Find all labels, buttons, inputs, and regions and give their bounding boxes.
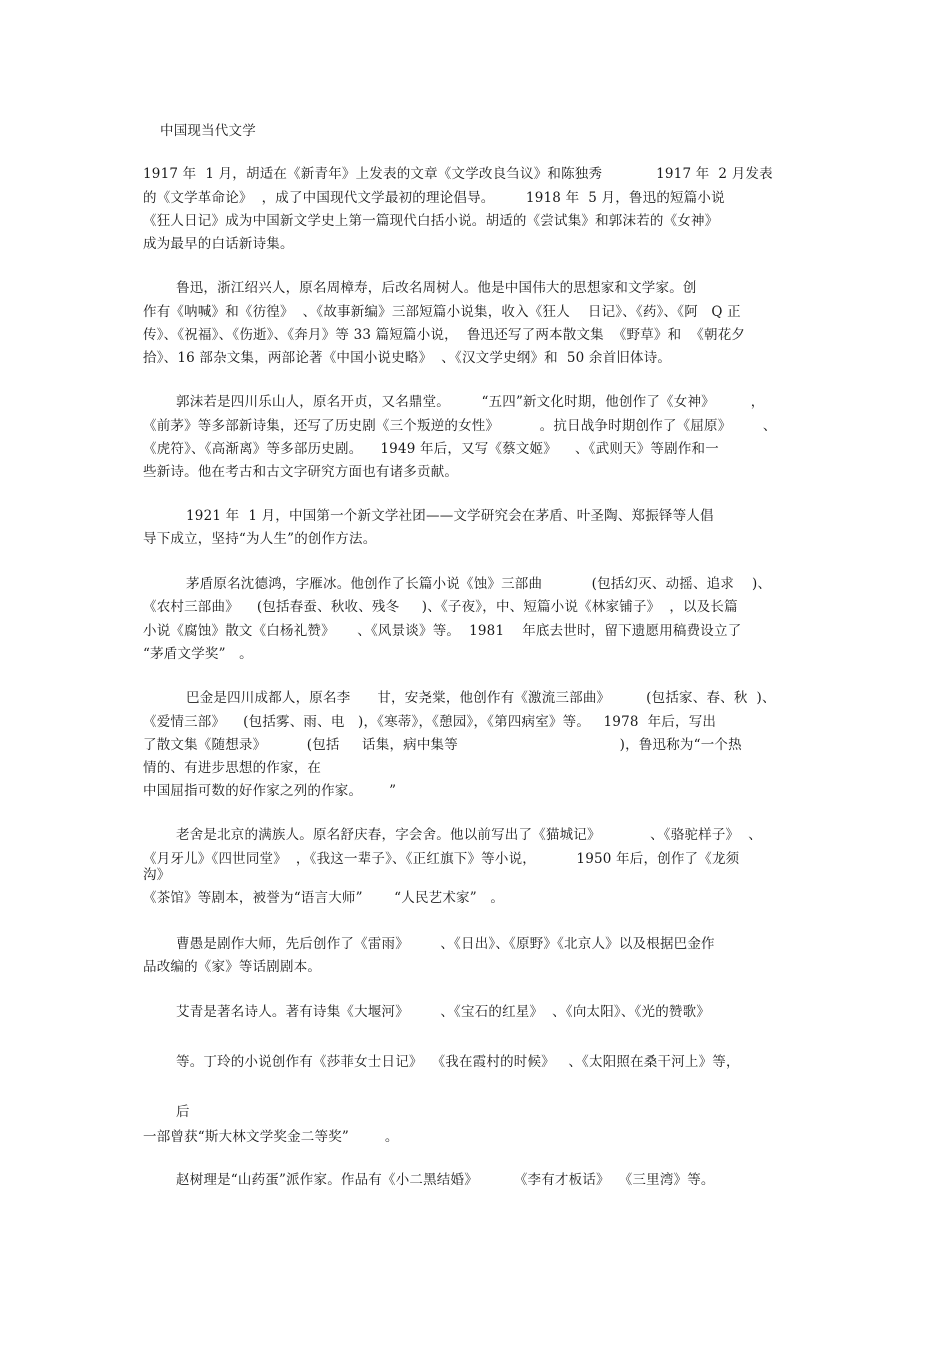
text-line: 中国屈指可数的好作家之列的作家。 ” [143, 783, 397, 799]
text-line: 一部曾获“斯大林文学奖金二等奖” 。 [143, 1129, 399, 1145]
text-line: 等。丁玲的小说创作有《莎菲女士日记》 《我在霞村的时候》 、《太阳照在桑干河上》等， [176, 1054, 740, 1070]
text-line: 导下成立，坚持“为人生”的创作方法。 [143, 531, 377, 547]
text-line: 的《文学革命论》 ，成了中国现代文学最初的理论倡导。 1918 年 5 月，鲁迅的短篇小说 [143, 190, 725, 206]
text-line: 《前茅》等多部新诗集，还写了历史剧《三个叛逆的女性》 。抗日战争时期创作了《屈原》 、 [143, 418, 777, 434]
text-line: 了散文集《随想录》 (包括 话集，病中集等 )，鲁迅称为“一个热 [143, 737, 742, 753]
text-line: 老舍是北京的满族人。原名舒庆春，字会舍。他以前写出了《猫城记》 、《骆驼样子》 、 [176, 827, 762, 843]
text-line: 沟》 [143, 867, 171, 883]
text-line: 些新诗。他在考古和古文字研究方面也有诸多贡献。 [143, 464, 459, 480]
text-line: 传》、《祝福》、《伤逝》、《奔月》等 33 篇短篇小说， 鲁迅还写了两本散文集 《野草》和 《朝花夕 [143, 327, 746, 343]
text-line: 《虎符》、《高渐离》等多部历史剧。 1949 年后，又写《蔡文姬》 、《武则天》等剧作和一 [143, 441, 719, 457]
text-line: 情的、有进步思想的作家，在 [143, 760, 322, 776]
text-line: 茅盾原名沈德鸿，字雁冰。他创作了长篇小说《蚀》三部曲 (包括幻灭、动摇、追求 )、 [186, 576, 772, 592]
text-line: 《月牙儿》《四世同堂》 ，《我这一辈子》、《正红旗下》等小说， 1950 年后，创作了《龙须 [143, 851, 740, 867]
text-line: 曹愚是剧作大师，先后创作了《雷雨》 、《日出》、《原野》《北京人》以及根据巴金作 [176, 936, 715, 952]
text-line: 品改编的《家》等话剧剧本。 [143, 959, 322, 975]
text-line: 《茶馆》等剧本，被誉为“语言大师” “人民艺术家” 。 [143, 890, 505, 906]
text-line: 《狂人日记》成为中国新文学史上第一篇现代白括小说。胡适的《尝试集》和郭沫若的《女神》 [143, 213, 719, 229]
document-title: 中国现当代文学 [160, 123, 256, 139]
text-line: 小说《腐蚀》散文《白杨礼赞》 、《风景谈》等。 1981 年底去世时，留下遗愿用稿费设立了 [143, 623, 742, 639]
text-line: 作有《呐喊》和《彷徨》 、《故事新编》三部短篇小说集，收入《狂人 日记》、《药》、《阿 Q 正 [143, 304, 741, 320]
text-line: 郭沫若是四川乐山人，原名开贞，又名鼎堂。 “五四”新文化时期，他创作了《女神》 ， [176, 394, 765, 410]
text-line: “茅盾文学奖” 。 [143, 646, 253, 662]
text-line: 巴金是四川成都人，原名李 甘，安尧棠，他创作有《激流三部曲》 (包括家、春、秋 )、 [186, 690, 776, 706]
text-line: 《爱情三部》 (包括雾、雨、电 )，《寒蒂》，《憩园》，《第四病室》等。 1978 年后，写出 [143, 714, 717, 730]
text-line: 鲁迅，浙江绍兴人，原名周樟寿，后改名周树人。他是中国伟大的思想家和文学家。创 [176, 280, 697, 296]
text-line: 《农村三部曲》 (包括春蚕、秋收、残冬 )、《子夜》，中、短篇小说《林家铺子》 ，以及长篇 [143, 599, 738, 615]
text-line: 拾》、16 部杂文集，两部论著《中国小说史略》 、《汉文学史纲》和 50 余首旧体诗。 [143, 350, 672, 366]
text-line: 1921 年 1 月，中国第一个新文学社团——文学研究会在茅盾、叶圣陶、郑振铎等人倡 [186, 508, 714, 524]
text-line: 1917 年 1 月，胡适在《新青年》上发表的文章《文学改良刍议》和陈独秀 1917 年 2 月发表 [143, 166, 773, 182]
text-line: 成为最早的白话新诗集。 [143, 236, 294, 252]
text-line: 后 [176, 1104, 190, 1120]
text-line: 赵树理是“山药蛋”派作家。作品有《小二黑结婚》 《李有才板话》 《三里湾》等。 [176, 1172, 715, 1188]
text-line: 艾青是著名诗人。著有诗集《大堰河》 、《宝石的红星》 、《向太阳》、《光的赞歌》 [176, 1004, 711, 1020]
